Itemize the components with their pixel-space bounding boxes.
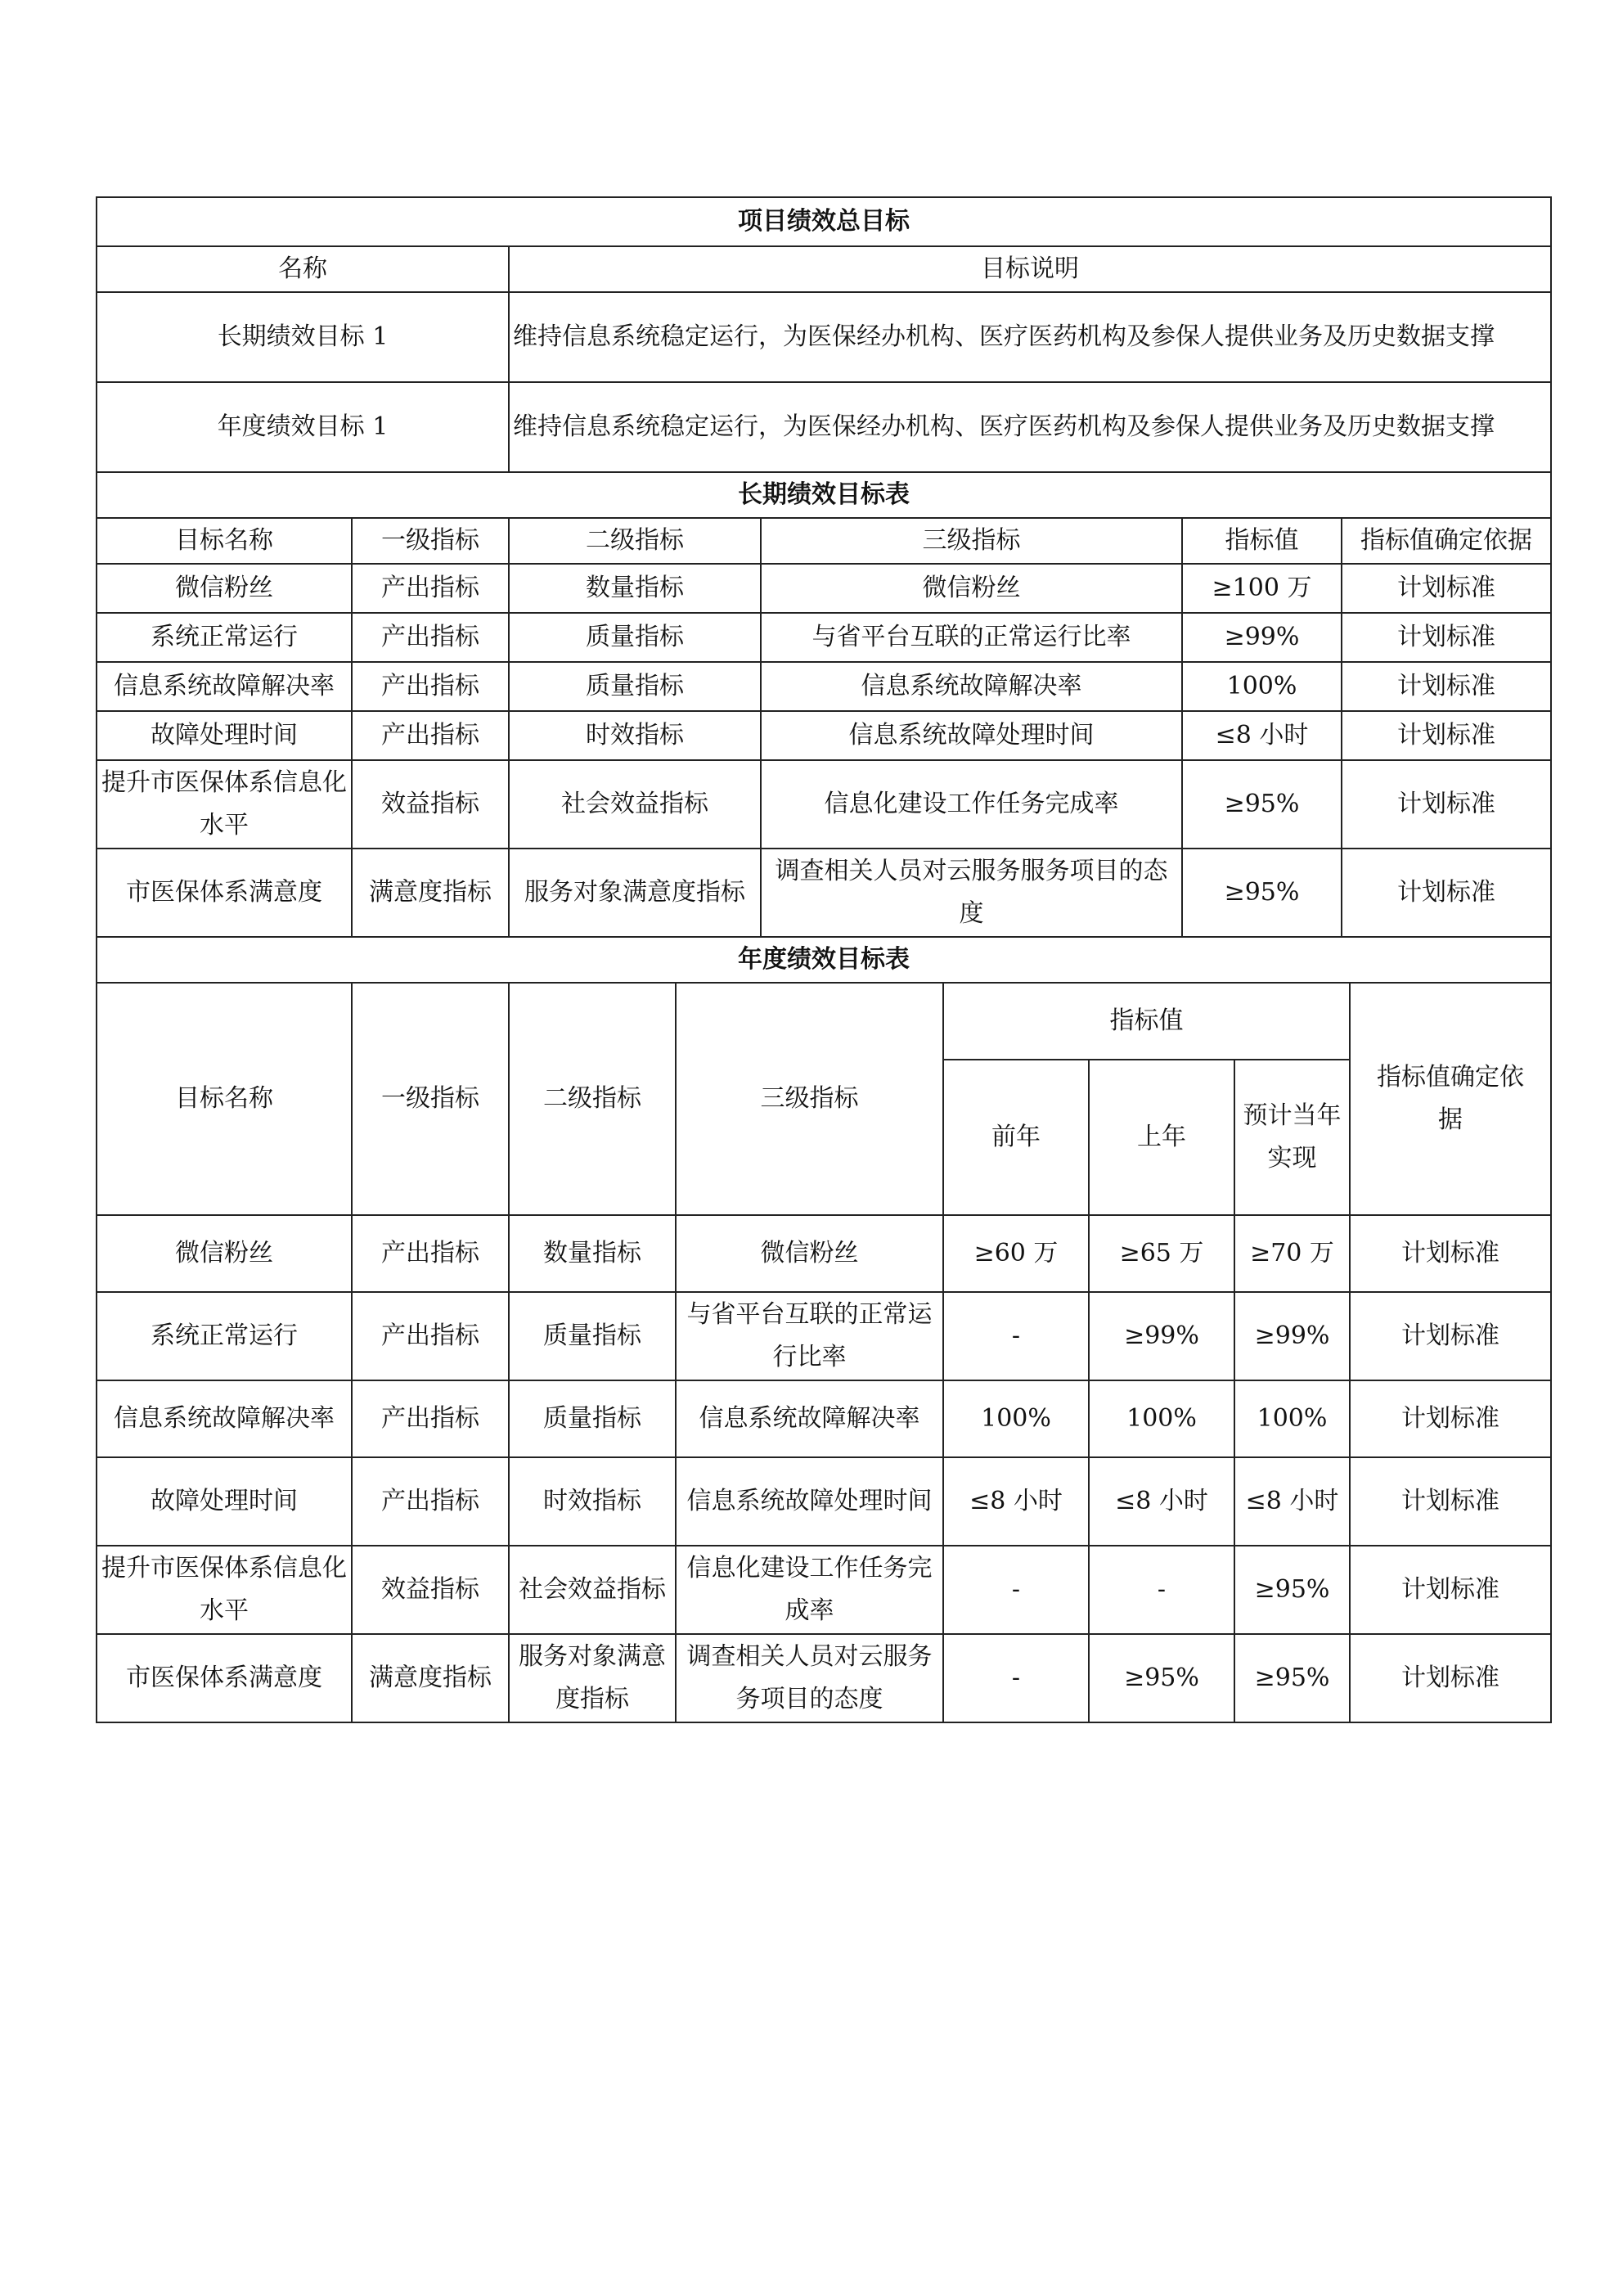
cell: ≥99%	[1234, 1292, 1350, 1380]
cell: 计划标准	[1350, 1457, 1551, 1546]
table-row	[97, 662, 1551, 711]
cell: 信息化建设工作任务完成率	[761, 760, 1182, 849]
annual-header-level1: 一级指标	[352, 983, 509, 1215]
cell: 数量指标	[509, 564, 761, 613]
annual-header-current: 预计当年实现	[1234, 1060, 1350, 1215]
cell: 微信粉丝	[97, 564, 352, 613]
summary-header-name: 名称	[97, 246, 509, 292]
cell: 提升市医保体系信息化水平	[97, 760, 352, 849]
summary-row-desc: 维持信息系统稳定运行，为医保经办机构、医疗医药机构及参保人提供业务及历史数据支撑	[509, 382, 1551, 472]
cell: 提升市医保体系信息化水平	[97, 1546, 352, 1634]
table-row	[97, 711, 1551, 760]
cell: 质量指标	[509, 613, 761, 662]
cell: 系统正常运行	[97, 613, 352, 662]
summary-row-name: 年度绩效目标 1	[97, 382, 509, 472]
cell: ≥95%	[1089, 1634, 1234, 1722]
cell: 产出指标	[352, 711, 509, 760]
annual-header-level2: 二级指标	[509, 983, 676, 1215]
table-row	[97, 760, 1551, 849]
cell: 质量指标	[509, 662, 761, 711]
performance-goals-sheet	[96, 196, 1550, 1723]
cell: 产出指标	[352, 1215, 509, 1292]
cell: 计划标准	[1350, 1292, 1551, 1380]
long-term-header: 指标值	[1182, 518, 1342, 564]
cell: 效益指标	[352, 1546, 509, 1634]
table-row	[97, 1634, 1551, 1722]
table-row	[97, 1292, 1551, 1380]
cell: 100%	[1234, 1380, 1350, 1457]
cell: 计划标准	[1342, 849, 1551, 937]
cell: ≥95%	[1234, 1634, 1350, 1722]
cell: 满意度指标	[352, 1634, 509, 1722]
cell: 产出指标	[352, 613, 509, 662]
cell: 产出指标	[352, 564, 509, 613]
cell: 计划标准	[1342, 564, 1551, 613]
cell: 计划标准	[1342, 662, 1551, 711]
cell: 调查相关人员对云服务服务项目的态度	[761, 849, 1182, 937]
cell: 质量指标	[509, 1292, 676, 1380]
cell: 产出指标	[352, 662, 509, 711]
summary-and-long-term-table	[96, 196, 1552, 984]
cell: 信息系统故障解决率	[97, 662, 352, 711]
cell: 100%	[943, 1380, 1089, 1457]
cell: 100%	[1182, 662, 1342, 711]
table-row	[97, 613, 1551, 662]
table-row	[97, 849, 1551, 937]
cell: 效益指标	[352, 760, 509, 849]
cell: ≤8 小时	[943, 1457, 1089, 1546]
cell: 信息系统故障解决率	[97, 1380, 352, 1457]
cell: ≥99%	[1089, 1292, 1234, 1380]
cell: 数量指标	[509, 1215, 676, 1292]
cell: 与省平台互联的正常运行比率	[761, 613, 1182, 662]
summary-header-desc: 目标说明	[509, 246, 1551, 292]
annual-header-prev: 前年	[943, 1060, 1089, 1215]
long-term-header: 二级指标	[509, 518, 761, 564]
summary-title: 项目绩效总目标	[97, 197, 1551, 246]
cell: 调查相关人员对云服务务项目的态度	[676, 1634, 943, 1722]
cell: 与省平台互联的正常运行比率	[676, 1292, 943, 1380]
cell: 故障处理时间	[97, 1457, 352, 1546]
table-row	[97, 1380, 1551, 1457]
cell: 服务对象满意度指标	[509, 1634, 676, 1722]
cell: 信息化建设工作任务完成率	[676, 1546, 943, 1634]
cell: 时效指标	[509, 1457, 676, 1546]
cell: 计划标准	[1342, 613, 1551, 662]
cell: 微信粉丝	[97, 1215, 352, 1292]
cell: ≤8 小时	[1182, 711, 1342, 760]
annual-title: 年度绩效目标表	[97, 937, 1551, 983]
annual-header-level3: 三级指标	[676, 983, 943, 1215]
cell: 产出指标	[352, 1457, 509, 1546]
cell: ≥99%	[1182, 613, 1342, 662]
cell: ≥60 万	[943, 1215, 1089, 1292]
cell: ≥65 万	[1089, 1215, 1234, 1292]
table-row	[97, 1215, 1551, 1292]
cell: 微信粉丝	[761, 564, 1182, 613]
annual-header-name: 目标名称	[97, 983, 352, 1215]
cell: 服务对象满意度指标	[509, 849, 761, 937]
cell: 微信粉丝	[676, 1215, 943, 1292]
annual-header-basis: 指标值确定依据	[1350, 983, 1551, 1215]
cell: 信息系统故障处理时间	[676, 1457, 943, 1546]
long-term-header: 三级指标	[761, 518, 1182, 564]
cell: 计划标准	[1350, 1634, 1551, 1722]
cell: 计划标准	[1342, 760, 1551, 849]
summary-row-desc: 维持信息系统稳定运行，为医保经办机构、医疗医药机构及参保人提供业务及历史数据支撑	[509, 292, 1551, 382]
summary-row-name: 长期绩效目标 1	[97, 292, 509, 382]
table-row	[97, 1457, 1551, 1546]
cell: 质量指标	[509, 1380, 676, 1457]
cell: -	[1089, 1546, 1234, 1634]
cell: 时效指标	[509, 711, 761, 760]
cell: 计划标准	[1350, 1546, 1551, 1634]
cell: 社会效益指标	[509, 1546, 676, 1634]
cell: -	[943, 1546, 1089, 1634]
cell: -	[943, 1634, 1089, 1722]
cell: 系统正常运行	[97, 1292, 352, 1380]
cell: ≥95%	[1182, 760, 1342, 849]
cell: 100%	[1089, 1380, 1234, 1457]
cell: ≥95%	[1182, 849, 1342, 937]
cell: ≥70 万	[1234, 1215, 1350, 1292]
cell: 计划标准	[1342, 711, 1551, 760]
annual-table	[96, 982, 1552, 1723]
long-term-header: 一级指标	[352, 518, 509, 564]
cell: 市医保体系满意度	[97, 849, 352, 937]
long-term-title: 长期绩效目标表	[97, 472, 1551, 518]
table-row	[97, 1546, 1551, 1634]
cell: 计划标准	[1350, 1380, 1551, 1457]
cell: 产出指标	[352, 1380, 509, 1457]
cell: 计划标准	[1350, 1215, 1551, 1292]
cell: ≥100 万	[1182, 564, 1342, 613]
cell: 满意度指标	[352, 849, 509, 937]
cell: 故障处理时间	[97, 711, 352, 760]
table-row	[97, 564, 1551, 613]
cell: 市医保体系满意度	[97, 1634, 352, 1722]
cell: 产出指标	[352, 1292, 509, 1380]
annual-header-value: 指标值	[943, 983, 1350, 1060]
cell: ≥95%	[1234, 1546, 1350, 1634]
annual-header-last: 上年	[1089, 1060, 1234, 1215]
long-term-header: 目标名称	[97, 518, 352, 564]
cell: ≤8 小时	[1089, 1457, 1234, 1546]
long-term-header: 指标值确定依据	[1342, 518, 1551, 564]
cell: -	[943, 1292, 1089, 1380]
cell: 信息系统故障解决率	[761, 662, 1182, 711]
cell: 信息系统故障解决率	[676, 1380, 943, 1457]
cell: ≤8 小时	[1234, 1457, 1350, 1546]
cell: 信息系统故障处理时间	[761, 711, 1182, 760]
cell: 社会效益指标	[509, 760, 761, 849]
